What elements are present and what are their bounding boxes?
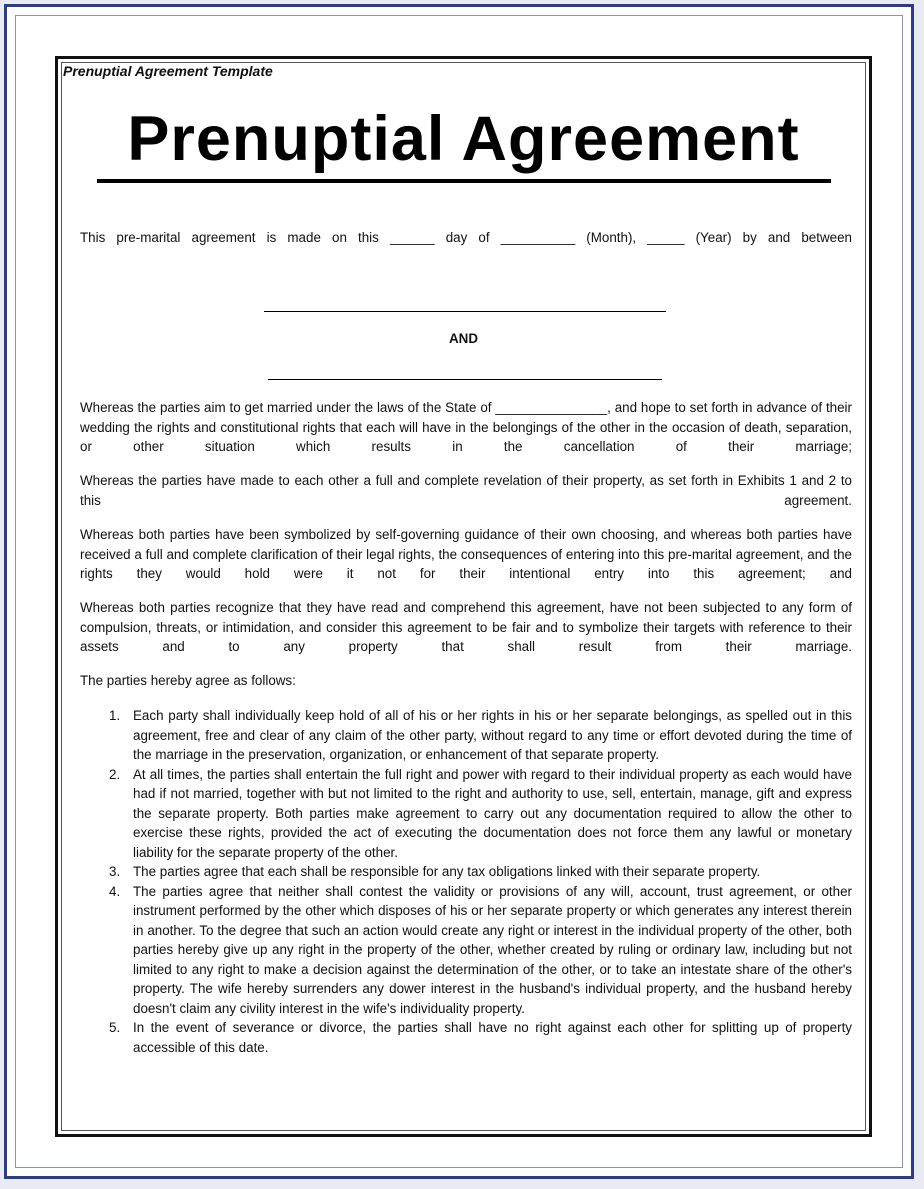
clause-text: The parties agree that neither shall contest the validity or provisions of any will, account, trust agreement, or other instrument performed by the other which disposes of his or her separate property or which generates any interest therein in another. To the degree that such an action would create any right or interest in the individual property of the other, both parties hereby give up any right in the property of the other, whether created by ruling or ordinary law, including but not limited to any right to make a decision against the determination of the other, or to take an intestate share of the other's property. The wife hereby surrenders any dower interest in the husband's individual property, and the husband hereby doesn't claim any civility interest in the wife's individuality property. xyxy=(133,883,852,1016)
clause-text: The parties agree that each shall be responsible for any tax obligations linked with their separate property. xyxy=(133,864,761,879)
party-two-signature-line xyxy=(268,379,662,380)
whereas-paragraph-2: Whereas the parties have made to each other a full and complete revelation of their property, as set forth in Exhibits 1 and 2 to this agreement. xyxy=(80,473,852,508)
clause-number: 4. xyxy=(109,883,121,899)
clause-text: In the event of severance or divorce, the parties shall have no right against each other for splitting up of property accessible of this date. xyxy=(133,1020,852,1055)
template-label: Prenuptial Agreement Template xyxy=(63,63,273,79)
clause-item xyxy=(80,862,852,882)
whereas-paragraph-4: Whereas both parties recognize that they have read and comprehend this agreement, have not been subjected to any form of compulsion, threats, or intimidation, and consider this agreement to be fair and to symbolize their targets with reference to their assets and to any property that shall result from their marriage. xyxy=(80,600,852,654)
clause-item xyxy=(80,882,852,1019)
clause-number: 2. xyxy=(109,766,121,782)
clause-item xyxy=(80,706,852,765)
party-one-signature-line xyxy=(264,311,666,312)
clause-number: 1. xyxy=(109,708,121,723)
clause-text: Each party shall individually keep hold of all of his or her rights in his or her separate belongings, as spelled out in this agreement, free and clear of any claim of the other party, without regard to any time or effort devoted during the time of the marriage in the preservation, organization, or enhancement of that separate property. xyxy=(133,708,852,762)
intro-text: This pre-marital agreement is made on this ______ day of __________ (Month), _____ (Year) by and between xyxy=(80,230,852,245)
clause-item xyxy=(80,1018,852,1057)
title-underline xyxy=(97,179,831,183)
clause-item xyxy=(80,765,852,863)
clause-text: At all times, the parties shall entertain the full right and power with regard to their individual property as each would have had if not married, together with but not limited to the right and authority to use, sell, entertain, manage, gift and express the separate property. Both parties make agreement to carry out any documentation required to allow the other to exercise these rights, provided the act of executing the documentation does not force them any lawful or monetary liability for the separate property of the other. xyxy=(133,766,852,860)
whereas-paragraph-3: Whereas both parties have been symbolized by self-governing guidance of their own choosing, and whereas both parties have received a full and complete clarification of their legal rights, the consequences of entering into this pre-marital agreement, and the rights they would hold were it not for their intentional entry into this agreement; and xyxy=(80,527,852,581)
clause-number: 3. xyxy=(109,864,121,879)
agree-heading: The parties hereby agree as follows: xyxy=(80,673,296,688)
and-separator: AND xyxy=(448,331,478,346)
clauses-list xyxy=(80,706,852,1057)
document-title: Prenuptial Agreement xyxy=(127,104,800,174)
whereas-paragraph-1: Whereas the parties aim to get married under the laws of the State of _______________, and hope to set forth in advance of their wedding the rights and constitutional rights that each will have in the belongings of the other in the occasion of death, separation, or other situation which results in the cancellation of their marriage; xyxy=(80,400,852,454)
document-page xyxy=(55,56,872,1137)
clause-number: 5. xyxy=(109,1020,121,1035)
